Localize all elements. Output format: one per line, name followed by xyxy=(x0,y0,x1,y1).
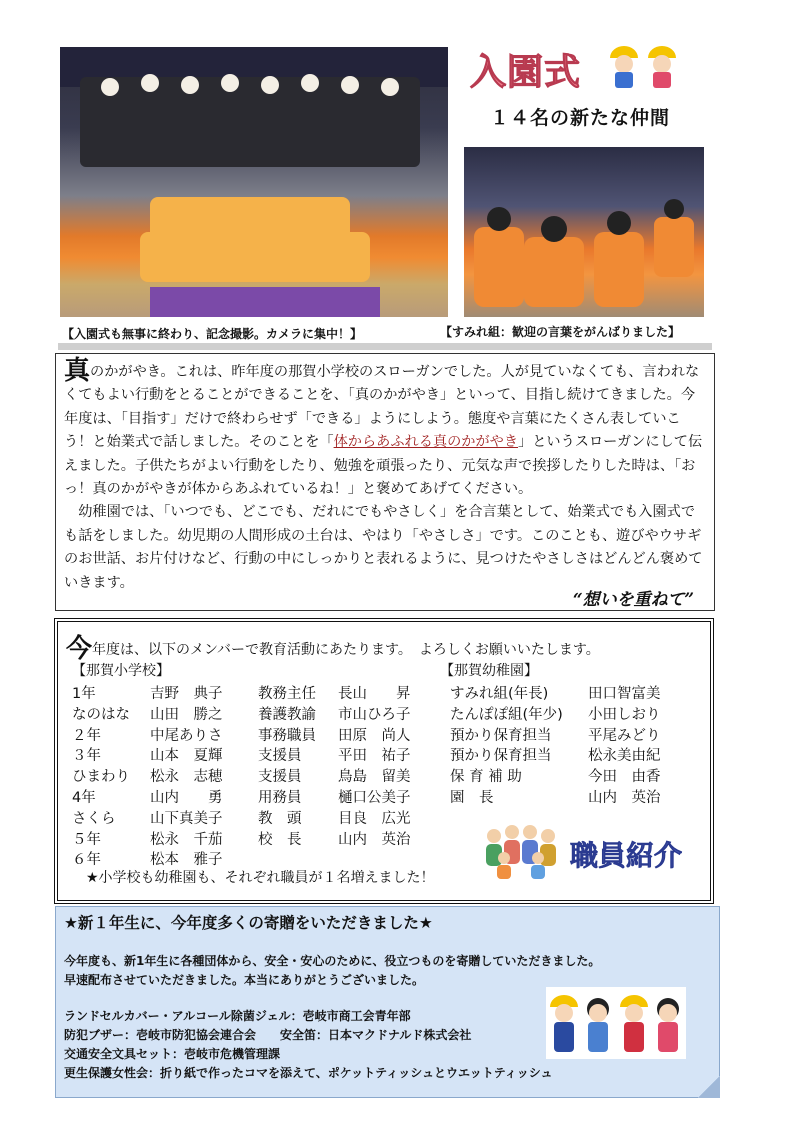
staff-name: 市山ひろ子 xyxy=(338,706,411,723)
staff-role: 教務主任 xyxy=(258,686,316,702)
staff-name: 松永 志穂 xyxy=(150,769,223,786)
motto: “想いを重ねて” xyxy=(572,590,694,610)
donation-line2: 早速配布させていただきました。本当にありがとうございました。 xyxy=(64,973,425,987)
donation-item: 更生保護女性会：折り紙で作ったコマを添えて、ポケットティッシュとウエットティッシュ xyxy=(64,1066,553,1080)
staff-title: 職員紹介 xyxy=(570,839,683,872)
staff-role: ２年 xyxy=(72,727,101,744)
staff-role: ６年 xyxy=(72,852,101,869)
kids-hat-icon xyxy=(604,40,684,90)
staff-intro: 今年度は、以下のメンバーで教育活動にあたります。 よろしくお願いいたします。 xyxy=(66,634,600,664)
staff-name: 田原 尚人 xyxy=(338,727,411,744)
staff-name: 山本 夏輝 xyxy=(150,748,223,765)
staff-role: 支援員 xyxy=(258,769,302,786)
page-subtitle: １４名の新たな仲間 xyxy=(490,107,671,129)
para1-b: 」というスローガンにして伝えました。子供たちがよい行動をしたり、勉強を頑張ったり、元気な声で挨拶したりした時は、「おっ！真のかがやきが体からあふれているね！」と褒めてあげてください。 xyxy=(64,434,703,498)
staff-role: なのはな xyxy=(72,706,130,723)
staff-role: 校 長 xyxy=(258,831,302,848)
staff-name: 松永 千茄 xyxy=(150,831,223,848)
staff-name: 鳥島 留美 xyxy=(338,769,411,786)
staff-role: 支援員 xyxy=(258,748,302,765)
staff-name: 長山 昇 xyxy=(338,686,411,702)
staff-role: 保 育 補 助 xyxy=(450,769,522,786)
lead-char: 今 xyxy=(66,634,93,664)
kinder-heading: 【那賀幼稚園】 xyxy=(440,663,538,679)
staff-name: 樋口公美子 xyxy=(338,790,411,806)
donation-section xyxy=(55,906,720,1098)
staff-role: 教 頭 xyxy=(258,810,302,827)
donation-item: 交通安全文具セット：壱岐市危機管理課 xyxy=(64,1047,281,1061)
donation-line1: 今年度も、新1年生に各種団体から、安全・安心のために、役立つものを寄贈していただきました。 xyxy=(64,954,601,968)
welcome-speech-photo xyxy=(464,147,704,317)
lead-char: 真 xyxy=(64,356,91,386)
students-icon xyxy=(546,987,686,1059)
staff-role: 1年 xyxy=(72,686,96,702)
slogan-section xyxy=(55,353,715,611)
staff-role: 園 長 xyxy=(450,790,494,806)
staff-role: ５年 xyxy=(72,831,101,848)
staff-role: たんぽぽ組(年少) xyxy=(450,706,563,723)
staff-name: 吉野 典子 xyxy=(150,686,223,702)
para1-underline: 体からあふれる真のかがやき xyxy=(333,434,519,451)
staff-role: すみれ組(年長) xyxy=(450,686,549,702)
staff-name: 小田しおり xyxy=(588,706,661,723)
staff-name: 松本 雅子 xyxy=(150,852,223,869)
donation-item: ランドセルカバー・アルコール除菌ジェル：壱岐市商工会青年部 xyxy=(64,1009,411,1023)
staff-role: 4年 xyxy=(72,790,96,806)
donation-item: 防犯ブザー：壱岐市防犯協会連合会 安全笛：日本マクドナルド株式会社 xyxy=(64,1028,472,1042)
staff-name: 平尾みどり xyxy=(588,727,661,744)
staff-name: 山内 英治 xyxy=(588,790,661,806)
staff-name: 山下真美子 xyxy=(150,810,223,827)
staff-note: ★小学校も幼稚園も、それぞれ職員が１名増えました！ xyxy=(86,870,435,886)
page-title: 入園式 xyxy=(470,52,582,93)
staff-role: ３年 xyxy=(72,748,101,765)
group-photo-caption: 【入園式も無事に終わり、記念撮影。カメラに集中！】 xyxy=(62,327,363,341)
staff-name: 松永美由紀 xyxy=(588,748,661,765)
staff-name: 山田 勝之 xyxy=(150,706,223,723)
staff-name: 山内 英治 xyxy=(338,831,411,848)
divider xyxy=(58,343,712,350)
staff-role: 養護教諭 xyxy=(258,706,316,723)
staff-section xyxy=(54,618,714,904)
staff-name: 田口智富美 xyxy=(588,686,661,702)
entrance-ceremony-group-photo xyxy=(60,47,448,317)
school-heading: 【那賀小学校】 xyxy=(72,663,170,679)
page-fold xyxy=(698,1076,720,1098)
staff-role: 預かり保育担当 xyxy=(450,748,552,765)
slogan-text xyxy=(64,356,704,595)
para1-a: のかがやき。これは、昨年度の那賀小学校のスローガンでした。人が見ていなくても、言われなくてもよい行動をとることができることを、「真のかがやき」といって、目指し続けてきました。今年度は、「目指す」だけで終わらせず「できる」ようにしよう。態度や言葉にたくさん表していこう！と始業式で話しました。そのことを「 xyxy=(64,364,700,451)
donation-title: ★新１年生に、今年度多くの寄贈をいただきました★ xyxy=(64,914,433,932)
staff-name: 目良 広光 xyxy=(338,810,411,827)
staff-name: 山内 勇 xyxy=(150,790,223,806)
staff-name: 今田 由香 xyxy=(588,769,661,786)
staff-role: さくら xyxy=(72,810,116,827)
staff-name: 平田 祐子 xyxy=(338,748,411,765)
staff-role: ひまわり xyxy=(72,769,130,786)
staff-role: 用務員 xyxy=(258,790,302,806)
staff-role: 事務職員 xyxy=(258,727,316,744)
para2: 幼稚園では、「いつでも、どこでも、だれにでもやさしく」を合言葉として、始業式でも入園式でも話をしました。幼児期の人間形成の土台は、やはり「やさしさ」です。このことも、遊びやウサギのお世話、お片付けなど、行動の中にしっかりと表れるように、見つけたやさしさはどんどん褒めていきます。 xyxy=(64,504,703,591)
staff-role: 預かり保育担当 xyxy=(450,727,552,744)
welcome-photo-caption: 【すみれ組：歓迎の言葉をがんばりました】 xyxy=(440,325,681,339)
staff-name: 中尾ありさ xyxy=(150,727,223,744)
staff-people-icon xyxy=(480,818,566,880)
